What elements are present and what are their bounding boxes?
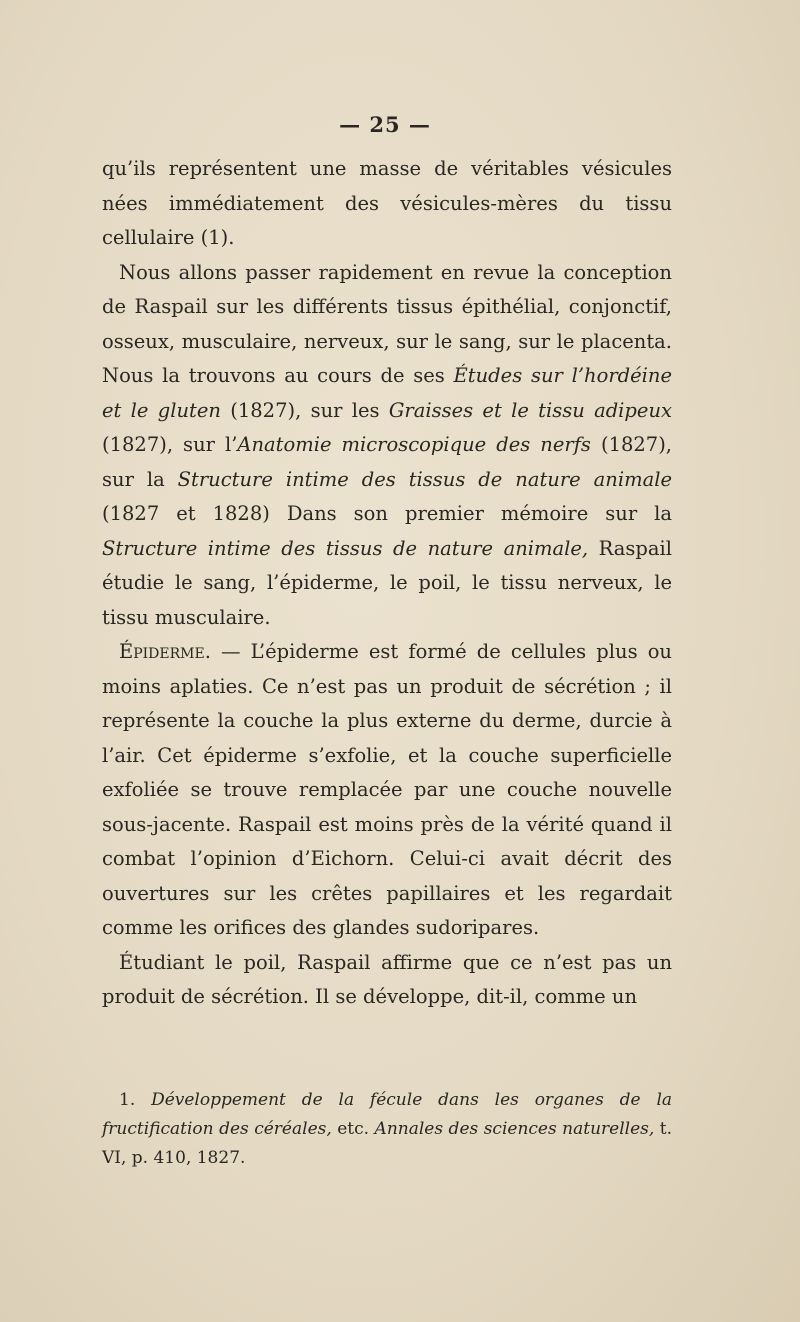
text-run: (1827), sur l’ [102, 433, 238, 456]
text-run: (1827), sur les [220, 398, 389, 422]
title-anatomie-nerfs: Anatomie microscopique des nerfs [237, 433, 591, 456]
paragraph-3 [102, 635, 672, 946]
text-run: (1827 et 1828) Dans son premier mémoire sur la [102, 502, 672, 525]
footnote-title-1: Développement de la fécule dans les organes de la fructification des céréales, [102, 1090, 673, 1139]
text-run: (1827), sur la [102, 433, 672, 491]
footnote-1 [102, 1086, 672, 1173]
title-graisses: Graisses et le tissu adipeux [388, 398, 673, 422]
footnote-number: 1. [119, 1090, 152, 1110]
body-text [102, 152, 672, 1015]
paragraph-1: qu’ils représentent une masse de véritables vésicules nées immédiatement des vésicules-mères du tissu cellulaire (1). [102, 157, 672, 249]
text-run: — L’épiderme est formé de cellules plus ou moins aplaties. Ce n’est pas un produit de sécrétion ; il représente la couche la plus externe du derme, durcie à l’air. Cet épiderme s’exfolie, et la couche superficielle exfoliée se trouve remplacée par une couche nouvelle sous-jacente. Raspail est moins près de la vérité quand il combat l’opinion d’Eichorn. Celui-ci avait décrit des ouvertures sur les crêtes papillaires et les regardait comme les orifices des glandes sudoripares. [102, 640, 672, 939]
title-structure-intime: Structure intime des tissus de nature animale [177, 467, 672, 491]
title-structure-intime-2: Structure intime des tissus de nature animale, [102, 536, 589, 560]
text-run: t. VI, p. 410, 1827. [102, 1119, 673, 1168]
text-run: Raspail étudie le sang, l’épiderme, le poil, le tissu nerveux, le tissu musculaire. [102, 536, 672, 629]
text-run: Nous allons passer rapidement en revue la conception de Raspail sur les différents tissus épithélial, conjonctif, osseux, musculaire, nerveux, sur le sang, sur le placenta. Nous la trouvons au cours de ses [102, 260, 672, 387]
footnote [102, 1086, 672, 1173]
title-etudes-hordeine: Études sur l’hordéine et le gluten [102, 364, 672, 422]
paragraph-4: Étudiant le poil, Raspail affirme que ce n’est pas un produit de sécrétion. Il se développe, dit-il, comme un [102, 950, 672, 1008]
footnote-title-2: Annales des sciences naturelles, [374, 1119, 655, 1139]
text-run: etc. [331, 1119, 375, 1139]
section-heading-epiderme: Épiderme. [119, 640, 211, 663]
page-number: — 25 — [339, 112, 431, 137]
paragraph-2 [102, 256, 672, 636]
